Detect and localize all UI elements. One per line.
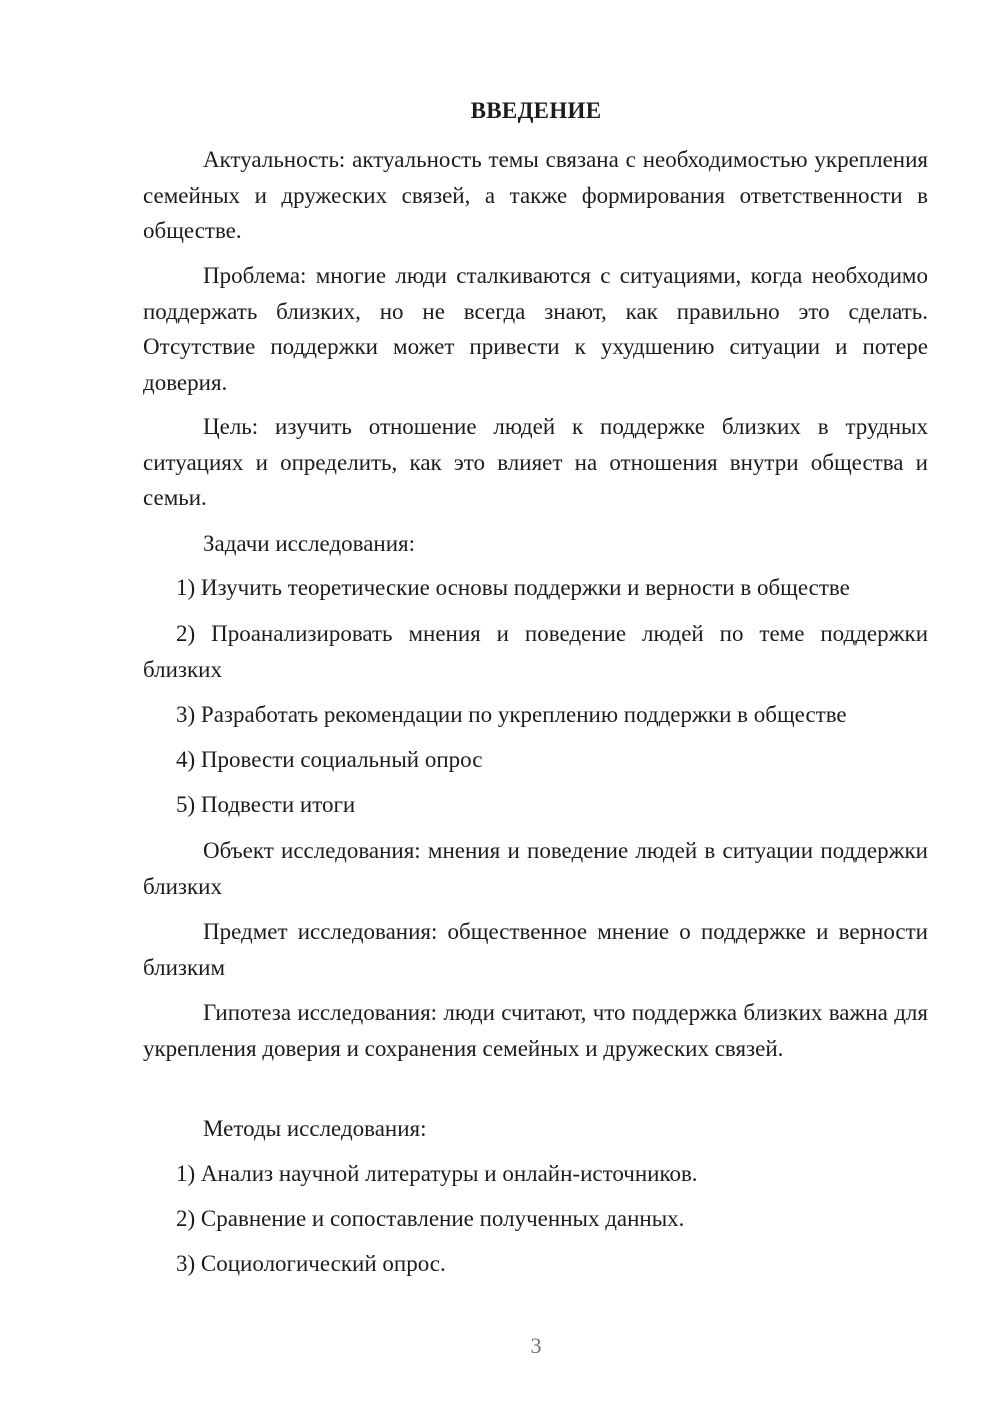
goal-paragraph: Цель: изучить отношение людей к поддержке близких в трудных ситуациях и определить, как это влияет на отношения внутри общества и семьи. [143, 414, 928, 510]
task-item: 3) Разработать рекомендации по укреплению поддержки в обществе [176, 702, 847, 727]
task-item: 2) Проанализировать мнения и поведение людей по теме поддержки близких [143, 621, 928, 682]
task-item: 5) Подвести итоги [176, 792, 356, 817]
problem-paragraph: Проблема: многие люди сталкиваются с ситуациями, когда необходимо поддержать близких, но не всегда знают, как правильно это сделать. Отсутствие поддержки может привести к ухудшению ситуации и потере доверия. [143, 263, 928, 395]
method-item: 3) Социологический опрос. [176, 1251, 446, 1276]
relevance-paragraph: Актуальность: актуальность темы связана с необходимостью укрепления семейных и дружеских связей, а также формирования ответственности в обществе. [143, 147, 928, 243]
methods-heading: Методы исследования: [203, 1116, 427, 1141]
object-paragraph: Объект исследования: мнения и поведение людей в ситуации поддержки близких [143, 838, 928, 899]
subject-paragraph: Предмет исследования: общественное мнение о поддержке и верности близким [143, 919, 928, 980]
method-item: 1) Анализ научной литературы и онлайн-источников. [176, 1161, 698, 1186]
hypothesis-paragraph: Гипотеза исследования: люди считают, что поддержка близких важна для укрепления доверия и сохранения семейных и дружеских связей. [143, 1000, 928, 1061]
task-item: 1) Изучить теоретические основы поддержки и верности в обществе [176, 575, 850, 600]
page-number: 3 [530, 1333, 542, 1358]
method-item: 2) Сравнение и сопоставление полученных данных. [176, 1206, 685, 1231]
tasks-heading: Задачи исследования: [203, 531, 416, 556]
section-title: ВВЕДЕНИЕ [470, 98, 602, 123]
task-item: 4) Провести социальный опрос [176, 747, 483, 772]
